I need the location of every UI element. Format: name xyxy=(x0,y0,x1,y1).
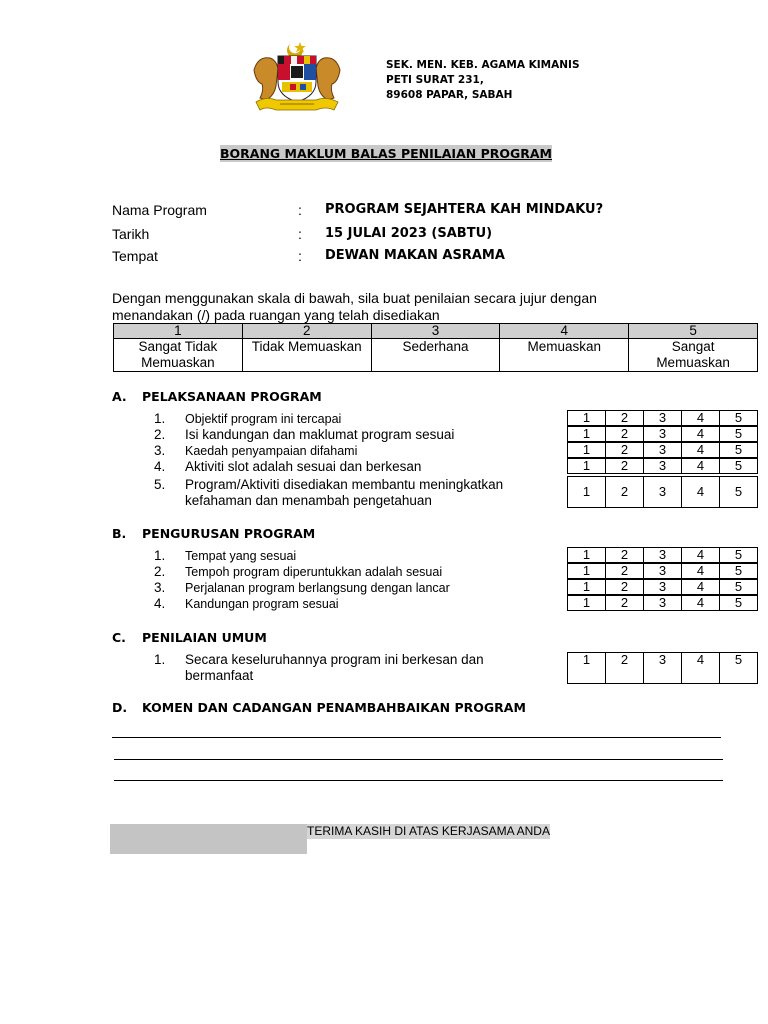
question-text: Isi kandungan dan maklumat program sesuai xyxy=(185,427,455,442)
question-text: Secara keseluruhannya program ini berkesan dan bermanfaat xyxy=(185,652,484,683)
scale-description: Sederhana xyxy=(371,339,500,372)
rating-option-3[interactable]: 3 xyxy=(644,477,682,508)
question-text: Tempoh program diperuntukkan adalah sesuai xyxy=(185,565,443,579)
rating-option-3[interactable]: 3 xyxy=(644,564,682,579)
scale-number: 3 xyxy=(371,324,500,339)
info-label-venue: Tempat xyxy=(112,248,158,264)
section-d-heading: D. KOMEN DAN CADANGAN PENAMBAHBAIKAN PROGRAM xyxy=(112,700,526,715)
rating-option-3[interactable]: 3 xyxy=(644,548,682,563)
question-number: 1. xyxy=(154,548,166,563)
question-number: 2. xyxy=(154,427,166,442)
question-number: 4. xyxy=(154,596,166,611)
instructions xyxy=(112,290,732,324)
rating-option-2[interactable]: 2 xyxy=(606,443,644,458)
rating-option-4[interactable]: 4 xyxy=(682,596,720,611)
rating-option-3[interactable]: 3 xyxy=(644,580,682,595)
footer-thanks: TERIMA KASIH DI ATAS KERJASAMA ANDA xyxy=(307,824,550,838)
rating-box xyxy=(567,563,758,579)
question-text: Aktiviti slot adalah sesuai dan berkesan xyxy=(185,459,422,474)
question-number: 3. xyxy=(154,443,166,458)
rating-option-1[interactable]: 1 xyxy=(568,596,606,611)
rating-box xyxy=(567,442,758,458)
coat-of-arms-icon xyxy=(246,40,348,116)
rating-option-1[interactable]: 1 xyxy=(568,427,606,442)
rating-option-5[interactable]: 5 xyxy=(720,443,758,458)
rating-option-1[interactable]: 1 xyxy=(568,653,606,684)
rating-box xyxy=(567,458,758,474)
form-title: BORANG MAKLUM BALAS PENILAIAN PROGRAM xyxy=(220,146,552,161)
rating-option-4[interactable]: 4 xyxy=(682,459,720,474)
rating-option-2[interactable]: 2 xyxy=(606,477,644,508)
rating-option-4[interactable]: 4 xyxy=(682,564,720,579)
rating-box xyxy=(567,595,758,611)
question-text: Kandungan program sesuai xyxy=(185,597,339,611)
rating-option-2[interactable]: 2 xyxy=(606,459,644,474)
question-number: 1. xyxy=(154,411,166,426)
question-text: Program/Aktiviti disediakan membantu meningkatkan kefahaman dan menambah pengetahuan xyxy=(185,477,504,508)
rating-option-3[interactable]: 3 xyxy=(644,459,682,474)
rating-option-5[interactable]: 5 xyxy=(720,411,758,426)
school-pobox: PETI SURAT 231, xyxy=(386,74,484,86)
scale-number: 4 xyxy=(500,324,629,339)
rating-option-2[interactable]: 2 xyxy=(606,596,644,611)
question-number: 1. xyxy=(154,652,166,667)
section-b-heading: B. PENGURUSAN PROGRAM xyxy=(112,526,316,541)
rating-option-2[interactable]: 2 xyxy=(606,411,644,426)
rating-option-4[interactable]: 4 xyxy=(682,443,720,458)
rating-option-1[interactable]: 1 xyxy=(568,459,606,474)
rating-option-5[interactable]: 5 xyxy=(720,596,758,611)
rating-option-4[interactable]: 4 xyxy=(682,580,720,595)
question-text: Kaedah penyampaian difahami xyxy=(185,444,358,458)
scale-description: Sangat Memuaskan xyxy=(629,339,758,372)
rating-box xyxy=(567,476,758,508)
info-label-program: Nama Program xyxy=(112,202,207,218)
comment-line[interactable] xyxy=(114,759,723,760)
question-text: Objektif program ini tercapai xyxy=(185,412,342,426)
rating-option-5[interactable]: 5 xyxy=(720,653,758,684)
question-number: 5. xyxy=(154,477,166,492)
question-number: 3. xyxy=(154,580,166,595)
rating-option-5[interactable]: 5 xyxy=(720,548,758,563)
rating-option-4[interactable]: 4 xyxy=(682,427,720,442)
rating-option-2[interactable]: 2 xyxy=(606,653,644,684)
info-colon: : xyxy=(298,248,302,264)
scale-number: 1 xyxy=(114,324,243,339)
section-c-heading: C. PENILAIAN UMUM xyxy=(112,630,267,645)
rating-option-2[interactable]: 2 xyxy=(606,427,644,442)
rating-option-1[interactable]: 1 xyxy=(568,411,606,426)
comment-line[interactable] xyxy=(114,780,723,781)
info-value-date: 15 JULAI 2023 (SABTU) xyxy=(325,226,493,241)
scale-description: Memuaskan xyxy=(500,339,629,372)
rating-option-3[interactable]: 3 xyxy=(644,427,682,442)
rating-option-5[interactable]: 5 xyxy=(720,477,758,508)
info-colon: : xyxy=(298,226,302,242)
rating-option-2[interactable]: 2 xyxy=(606,548,644,563)
rating-option-1[interactable]: 1 xyxy=(568,443,606,458)
school-name: SEK. MEN. KEB. AGAMA KIMANIS xyxy=(386,59,580,71)
rating-box xyxy=(567,410,758,426)
rating-option-2[interactable]: 2 xyxy=(606,564,644,579)
rating-option-5[interactable]: 5 xyxy=(720,580,758,595)
rating-option-3[interactable]: 3 xyxy=(644,411,682,426)
rating-option-5[interactable]: 5 xyxy=(720,427,758,442)
rating-option-4[interactable]: 4 xyxy=(682,411,720,426)
section-a-heading: A. PELAKSANAAN PROGRAM xyxy=(112,389,322,404)
scale-description: Sangat Tidak Memuaskan xyxy=(114,339,243,372)
rating-box xyxy=(567,426,758,442)
instructions-line: menandakan (/) pada ruangan yang telah disediakan xyxy=(112,307,440,323)
rating-option-5[interactable]: 5 xyxy=(720,564,758,579)
rating-box xyxy=(567,579,758,595)
school-postcode: 89608 PAPAR, SABAH xyxy=(386,89,513,101)
info-label-date: Tarikh xyxy=(112,226,150,242)
rating-option-1[interactable]: 1 xyxy=(568,548,606,563)
rating-option-2[interactable]: 2 xyxy=(606,580,644,595)
rating-option-1[interactable]: 1 xyxy=(568,477,606,508)
scale-legend-table xyxy=(113,323,758,372)
instructions-line: Dengan menggunakan skala di bawah, sila buat penilaian secara jujur dengan xyxy=(112,290,597,306)
question-number: 4. xyxy=(154,459,166,474)
rating-option-3[interactable]: 3 xyxy=(644,443,682,458)
rating-option-3[interactable]: 3 xyxy=(644,653,682,684)
rating-option-1[interactable]: 1 xyxy=(568,564,606,579)
info-colon: : xyxy=(298,202,302,218)
rating-option-4[interactable]: 4 xyxy=(682,477,720,508)
comment-line[interactable] xyxy=(112,737,721,738)
rating-box xyxy=(567,547,758,563)
question-number: 2. xyxy=(154,564,166,579)
question-text: Tempat yang sesuai xyxy=(185,549,297,563)
info-value-program: PROGRAM SEJAHTERA KAH MINDAKU? xyxy=(325,202,604,217)
scale-number: 2 xyxy=(242,324,371,339)
scale-number: 5 xyxy=(629,324,758,339)
rating-option-4[interactable]: 4 xyxy=(682,548,720,563)
rating-box xyxy=(567,652,758,684)
question-text: Perjalanan program berlangsung dengan lancar xyxy=(185,581,450,595)
rating-option-3[interactable]: 3 xyxy=(644,596,682,611)
rating-option-4[interactable]: 4 xyxy=(682,653,720,684)
scale-description: Tidak Memuaskan xyxy=(242,339,371,372)
rating-option-5[interactable]: 5 xyxy=(720,459,758,474)
info-value-venue: DEWAN MAKAN ASRAMA xyxy=(325,248,505,263)
footer-shade-block xyxy=(110,824,307,854)
rating-option-1[interactable]: 1 xyxy=(568,580,606,595)
